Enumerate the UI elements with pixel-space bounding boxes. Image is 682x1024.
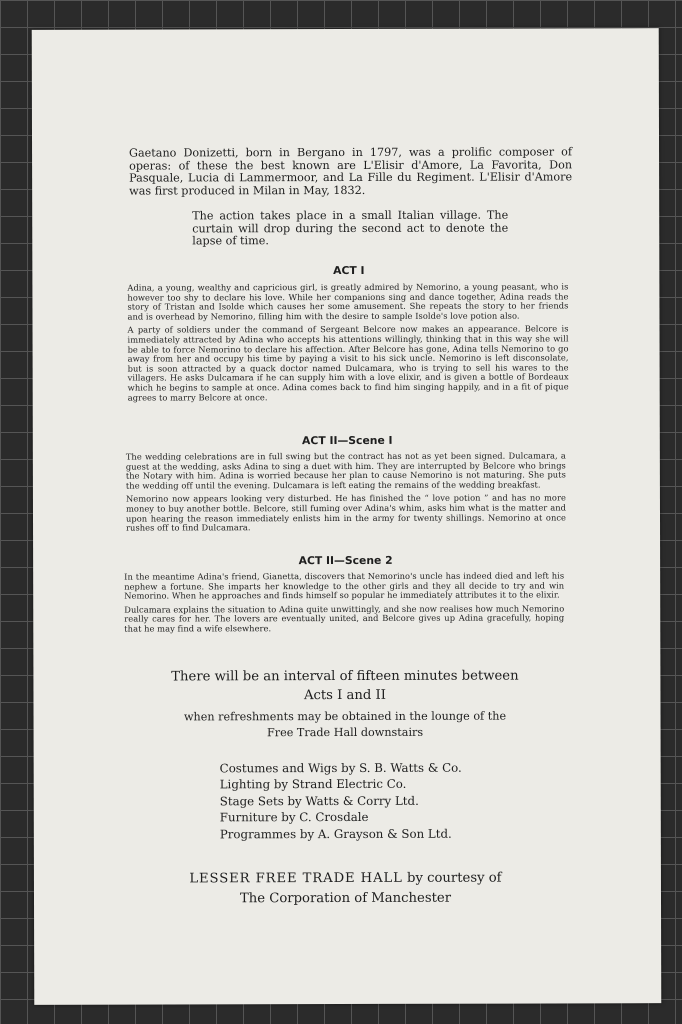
credit-line: Furniture by C. Crosdale — [219, 810, 369, 825]
venue-name: LESSER FREE TRADE HALL — [189, 870, 403, 887]
production-credits — [220, 759, 540, 842]
venue-courtesy: by courtesy of — [406, 870, 502, 886]
credit-line: Costumes and Wigs by S. B. Watts & Co. — [219, 760, 462, 776]
act-1-heading: ACT I — [333, 263, 365, 278]
act-2-scene-2-synopsis: In the meantime Adina's friend, Gianetta, discovers that Nemorino's uncle has indeed died and left his nephew a fortune. She imparts her knowledge to the other girls and they all decide to try and win Nemorino. When he approaches and finds himself so popular he immediately attributes it to the elixir. Dulcamara explains the situation to Adina quite unwittingly, and she now realises how much Nemorino really cares for her. The lovers are eventually united, and Belcore gives up Adina gracefully, hoping that he may find a wife elsewhere. — [124, 570, 565, 634]
credit-line: Programmes by A. Grayson & Son Ltd. — [219, 826, 452, 841]
setting-paragraph: The action takes place in a small Italian village. The curtain will drop during the second act to denote the lapse of time. — [192, 208, 509, 248]
act-2-scene-1-synopsis: The wedding celebrations are in full swing but the contract has not as yet been signed. Dulcamara, a guest at the wedding, asks Adina to sing a duet with him. They are interrupted by Belcore who brings the Notary with him. Adina is worried because her plan to cause Nemorino is not maturing. She puts the wedding off until the evening. Dulcamara is left eating the remains of the wedding breakfast. Nemorino now appears looking very disturbed. He has finished the “ love potion ” and has no more money to buy another bottle. Belcore, still fuming over Adina's whim, asks him what is the matter and upon hearing the reason immediately enlists him in the army for twenty shillings. Nemorino at once rushes off to find Dulcamara. — [125, 450, 567, 533]
programme-page — [32, 28, 662, 1005]
credit-line: Stage Sets by Watts & Corry Ltd. — [219, 793, 419, 809]
venue-credit — [114, 868, 577, 909]
act-1-synopsis: Adina, a young, wealthy and capricious girl, is greatly admired by Nemorino, a young peasant, who is however too shy to declare his love. While her companions sing and dance together, Adina reads the story of Tristan and Isolde which causes her some amusement. She repeats the story to her friends and is overhead by Nemorino, filling him with the desire to sample Isolde's love potion also. A party of soldiers under the command of Sergeant Belcore now makes an appearance. Belcore is immediately attracted by Adina who accepts his attentions willingly, thinking that in this way she will be able to force Nemorino to declare his affection. After Belcore has gone, Adina tells Nemorino to go away from her and occupy his time by paying a visit to his sick uncle. Nemorino is left disconsolate, but is soon attracted by a quack doctor named Dulcamara, who is trying to sell his wares to the villagers. He asks Dulcamara if he can supply him with a love elixir, and is given a bottle of Bordeaux which he begins to sample at once. Adina comes back to find him singing happily, and in a fit of pique agrees to marry Belcore at once. — [127, 281, 569, 403]
act-2-scene-1-heading: ACT II—Scene I — [302, 433, 393, 448]
refreshments-notice: when refreshments may be obtained in the lounge of the Free Trade Hall downstairs — [183, 709, 507, 740]
interval-notice: There will be an interval of fifteen minutes between Acts I and II — [171, 668, 519, 704]
venue-corporation: The Corporation of Manchester — [239, 890, 452, 907]
act-2-scene-2-heading: ACT II—Scene 2 — [298, 553, 393, 568]
credit-line: Lighting by Strand Electric Co. — [219, 777, 407, 792]
intro-paragraph: Gaetano Donizetti, born in Bergano in 1797, was a prolific composer of operas: of these the best known are L'Elisir d'Amore, La Favorita, Don Pasquale, Lucia di Lammermoor, and La Fille du Regiment. L'Elisir d'Amore was first produced in Milan in May, 1832. — [129, 145, 573, 198]
